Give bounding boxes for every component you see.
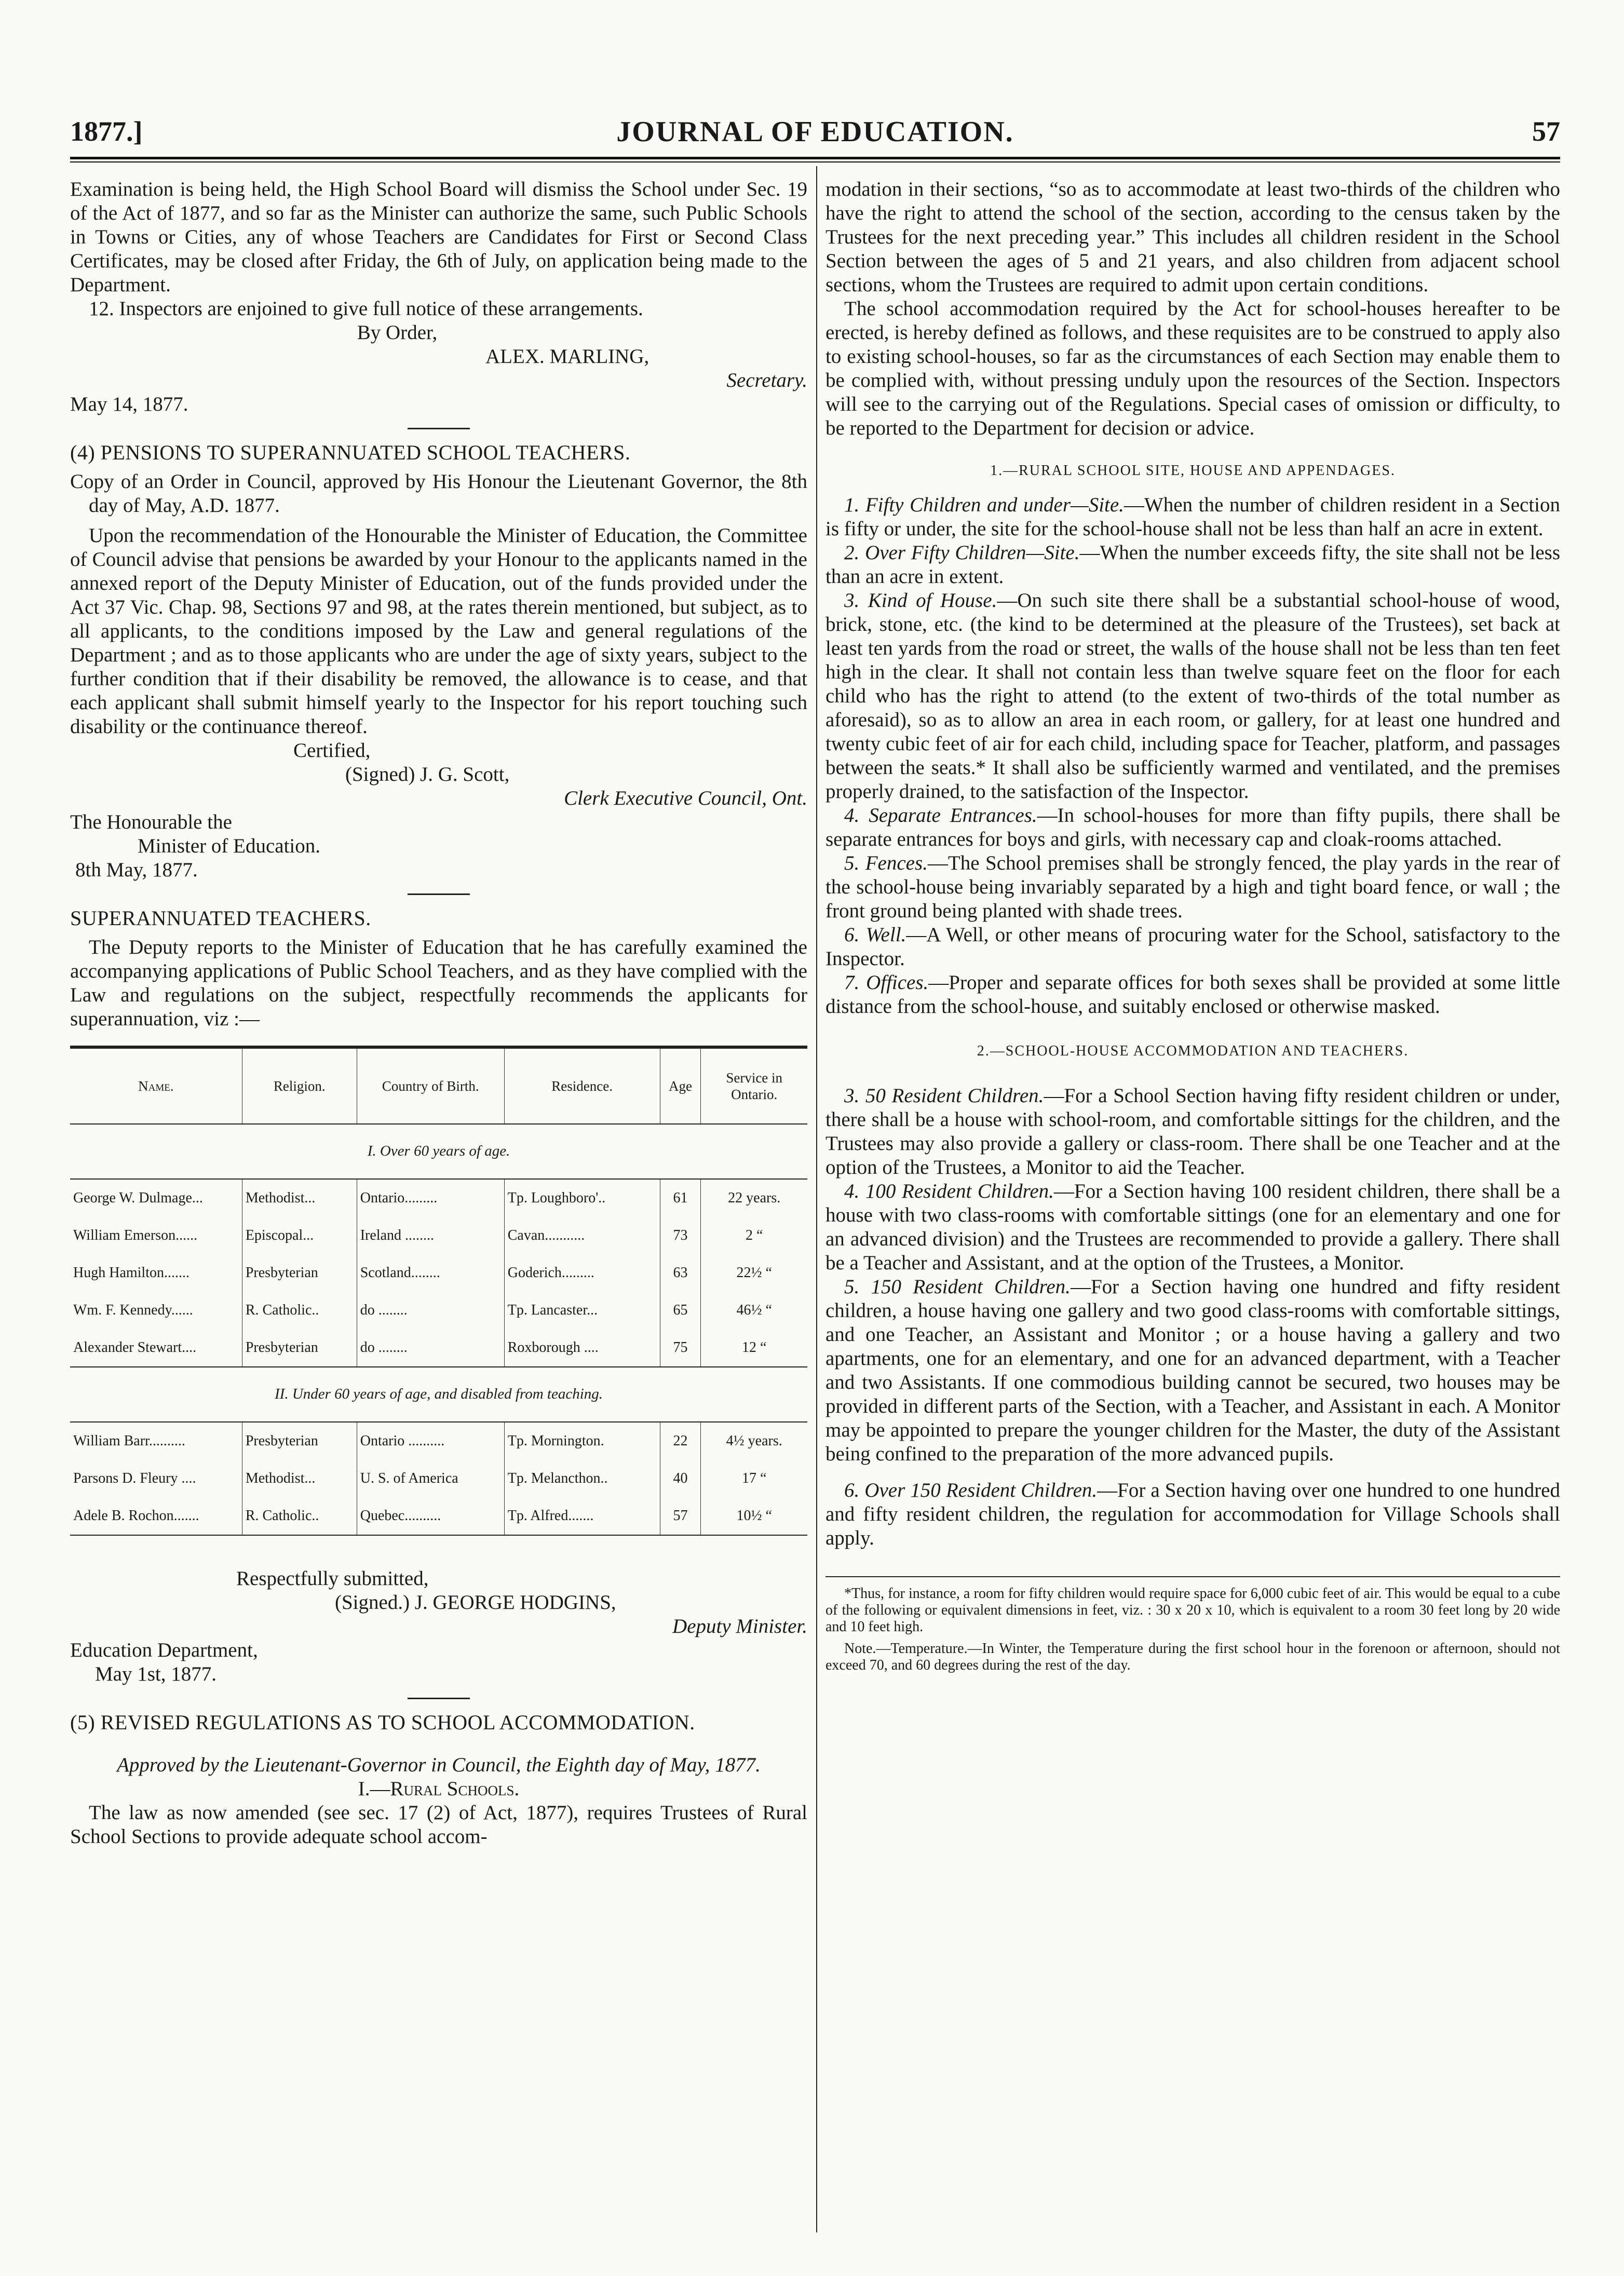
footnote-cubic-feet: *Thus, for instance, a room for fifty children would require space for 6,000 cubic feet of air. This would be equal to a cube of the following or equivalent dimensions in feet, viz. : 30 x 20 x 10, which is equivalent to a room 30 feet long by 20 wide and 10 feet high. xyxy=(825,1586,1560,1635)
cell-name: William Barr.......... xyxy=(73,1433,185,1449)
table-row xyxy=(70,1217,807,1254)
fifty-resident-children xyxy=(825,1084,1560,1180)
cell-service: 22 years. xyxy=(701,1179,807,1217)
section-rule xyxy=(408,1698,470,1699)
superannuated-heading: SUPERANNUATED TEACHERS. xyxy=(70,906,371,930)
well xyxy=(825,923,1560,971)
rule-label: 2. Over Fifty Children—Site. xyxy=(844,541,1080,564)
section-rule xyxy=(408,428,470,429)
rule-text: —When the number of children resident in a Section is fifty or under, the site for the school-house shall not be less than half an acre in extent. xyxy=(825,494,1560,540)
by-order: By Order, xyxy=(357,321,438,344)
cell-name: William Emerson...... xyxy=(73,1227,198,1243)
cell-age: 65 xyxy=(660,1292,701,1329)
cell-religion: R. Catholic.. xyxy=(242,1497,357,1535)
cell-residence: Tp. Alfred....... xyxy=(504,1497,660,1535)
order-in-council: Copy of an Order in Council, approved by His Honour the Lieutenant Governor, the 8th day of May, A.D. 1877. xyxy=(70,470,807,517)
addressee-line-2: Minister of Education. xyxy=(138,835,321,857)
cell-country: Ontario .......... xyxy=(357,1422,504,1460)
header-rule xyxy=(70,157,1560,159)
separate-entrances xyxy=(825,804,1560,851)
date-may-8: 8th May, 1877. xyxy=(75,859,198,881)
rule-label: 3. 50 Resident Children. xyxy=(844,1085,1044,1107)
table-row xyxy=(70,1179,807,1217)
recommendation-paragraph: Upon the recommendation of the Honourable the Minister of Education, the Committee of Council advise that pensions be awarded by your Honour to the applicants named in the annexed report of the Deputy Minister of Education, out of the funds provided under the Act 37 Vic. Chap. 98, Sections 97 and 98, at the rates therein mentioned, but subject, as to all applicants, to the conditions imposed by the Law and general regulations of the Department ; and as to those applicants who are under the age of sixty years, subject to the further condition that if their disability be removed, the allowance is to cease, and that each applicant shall submit himself yearly to the Inspector for his report touching such disability or the continuance thereof. xyxy=(70,524,807,738)
cell-name: Wm. F. Kennedy...... xyxy=(73,1302,193,1318)
certified-label: Certified, xyxy=(293,739,371,762)
cell-name: Parsons D. Fleury .... xyxy=(73,1470,196,1486)
rule-text: —For a Section having 100 resident children, there shall be a house with two class-rooms with comfortable sittings (one for an elementary and one for an advanced division) and the Trustees are recommended to provide a gallery. There shall be a Teacher and Assistant, and at the option of the Trustees, a Monitor. xyxy=(825,1180,1560,1274)
education-department: Education Department, xyxy=(70,1639,258,1661)
cell-country: Ireland ........ xyxy=(357,1217,504,1254)
site-over-fifty xyxy=(825,541,1560,589)
date-may-1: May 1st, 1877. xyxy=(95,1663,216,1685)
date-may-14: May 14, 1877. xyxy=(70,393,188,415)
fences xyxy=(825,851,1560,923)
cell-age: 73 xyxy=(660,1217,701,1254)
cell-religion: Presbyterian xyxy=(242,1329,357,1367)
kind-of-house xyxy=(825,589,1560,804)
cell-age: 75 xyxy=(660,1329,701,1367)
cell-country: Scotland........ xyxy=(357,1254,504,1292)
rule-label: 6. Over 150 Resident Children. xyxy=(844,1479,1098,1501)
signed-scott: (Signed) J. G. Scott, xyxy=(345,763,510,785)
cell-religion: Episcopal... xyxy=(242,1217,357,1254)
rule-text: —In school-houses for more than fifty pupils, there shall be separate entrances for boys and girls, with necessary cap and cloak-rooms attached. xyxy=(825,804,1561,850)
col-name: Name. xyxy=(70,1047,242,1124)
item-12: 12. Inspectors are enjoined to give full notice of these arrangements. xyxy=(89,297,643,320)
footnote-rule xyxy=(825,1576,1560,1577)
col-service: Service in Ontario. xyxy=(701,1047,807,1124)
intro-paragraph: Examination is being held, the High School Board will dismiss the School under Sec. 19 of the Act of 1877, and so far as the Minister can authorize the same, such Public Schools in Towns or Cities, any of whose Teachers are Candidates for First or Second Class Certificates, may be closed after Friday, the 6th of July, on application being made to the Department. xyxy=(70,178,807,296)
column-divider xyxy=(816,166,817,2232)
table-row xyxy=(70,1292,807,1329)
rule-label: 5. Fences. xyxy=(844,852,928,874)
journal-title: JOURNAL OF EDUCATION. xyxy=(616,116,1014,148)
cell-residence: Cavan........... xyxy=(504,1217,660,1254)
table-row xyxy=(70,1254,807,1292)
footnote-temperature: Note.—Temperature.—In Winter, the Temperature during the first school hour in the forenoon or afternoon, should not exceed 70, and 60 degrees during the rest of the day. xyxy=(825,1641,1560,1673)
law-paragraph: The law as now amended (see sec. 17 (2) of Act, 1877), requires Trustees of Rural School Sections to provide adequate school accom- xyxy=(70,1801,807,1848)
cell-religion: Methodist... xyxy=(242,1179,357,1217)
col-age: Age xyxy=(660,1047,701,1124)
superannuation-table xyxy=(70,1046,807,1536)
section-1-heading: 1.—RURAL SCHOOL SITE, HOUSE AND APPENDAGES. xyxy=(990,463,1396,479)
hodgins-title: Deputy Minister. xyxy=(672,1615,807,1637)
col-residence: Residence. xyxy=(504,1047,660,1124)
cell-religion: Methodist... xyxy=(242,1460,357,1497)
rule-label: 1. Fifty Children and under—Site. xyxy=(844,494,1124,516)
rule-label: 7. Offices. xyxy=(844,971,929,994)
page-header xyxy=(70,115,1560,162)
cell-service: 4½ years. xyxy=(701,1422,807,1460)
rule-label: 4. Separate Entrances. xyxy=(844,804,1037,827)
table-row xyxy=(70,1329,807,1367)
header-rule-thin xyxy=(70,161,1560,162)
requirements-paragraph: The school accommodation required by the Act for school-houses hereafter to be erected, is hereby defined as follows, and these requisites are to be construed to apply also to existing school-houses, so far as the circumstances of each Section may enable them to be complied with, without pressing unduly upon the resources of the Section. Inspectors will see to the carrying out of the Regulations. Special cases of omission or difficulty, to be reported to the Department for decision or advice. xyxy=(825,297,1560,439)
table-row xyxy=(70,1497,807,1535)
site-fifty-under xyxy=(825,493,1560,541)
cell-name: Hugh Hamilton....... xyxy=(73,1265,190,1281)
rule-text: —For a Section having over one hundred to one hundred and fifty resident children, the regulation for accommodation for Village Schools shall apply. xyxy=(825,1479,1560,1549)
cell-age: 63 xyxy=(660,1254,701,1292)
cell-service: 46½ “ xyxy=(701,1292,807,1329)
cell-religion: Presbyterian xyxy=(242,1422,357,1460)
revised-regulations-heading: (5) REVISED REGULATIONS AS TO SCHOOL ACCOMMODATION. xyxy=(70,1711,695,1734)
hundred-fifty-resident-children xyxy=(825,1275,1560,1466)
cell-service: 22½ “ xyxy=(701,1254,807,1292)
rule-text: —When the number exceeds fifty, the site shall not be less than an acre in extent. xyxy=(825,541,1561,588)
pensions-heading: (4) PENSIONS TO SUPERANNUATED SCHOOL TEACHERS. xyxy=(70,441,631,464)
addressee-line-1: The Honourable the xyxy=(70,811,232,833)
hundred-resident-children xyxy=(825,1180,1560,1275)
accommodation-paragraph: modation in their sections, “so as to accommodate at least two-thirds of the children who have the right to attend the school of the section, according to the census taken by the Trustees for the next preceding year.” This includes all children resident in the School Section between the ages of 5 and 21 years, and also children from adjacent school sections, whom the Trustees are required to admit upon certain conditions. xyxy=(825,178,1560,296)
rule-label: 4. 100 Resident Children. xyxy=(844,1180,1054,1202)
col-religion: Religion. xyxy=(242,1047,357,1124)
col-country: Country of Birth. xyxy=(357,1047,504,1124)
cell-country: do ........ xyxy=(357,1329,504,1367)
rural-schools-heading: I.—Rural Schools. xyxy=(358,1778,520,1800)
cell-age: 22 xyxy=(660,1422,701,1460)
cell-service: 2 “ xyxy=(701,1217,807,1254)
rule-text: —Proper and separate offices for both sexes shall be provided at some little distance from the school-house, and suitably enclosed or otherwise masked. xyxy=(825,971,1560,1018)
rule-text: —The School premises shall be strongly fenced, the play yards in the rear of the school-house being invariably separated by a high and tight board fence, or wall ; the front ground being planted with shade trees. xyxy=(825,852,1560,922)
cell-age: 61 xyxy=(660,1179,701,1217)
page-number: 57 xyxy=(1532,116,1560,147)
approved-note: Approved by the Lieutenant-Governor in Council, the Eighth day of May, 1877. xyxy=(117,1754,761,1776)
cell-age: 40 xyxy=(660,1460,701,1497)
cell-country: Quebec.......... xyxy=(357,1497,504,1535)
group-over-60: I. Over 60 years of age. xyxy=(70,1124,807,1179)
cell-service: 17 “ xyxy=(701,1460,807,1497)
signer-title: Secretary. xyxy=(726,369,807,391)
section-2-heading: 2.—SCHOOL-HOUSE ACCOMMODATION AND TEACHERS. xyxy=(977,1043,1409,1059)
cell-age: 57 xyxy=(660,1497,701,1535)
rule-text: —On such site there shall be a substantial school-house of wood, brick, stone, etc. (the kind to be determined at the pleasure of the Trustees), set back at least ten yards from the road or street, the walls of the house shall not be less than ten feet high in the clear. It shall not contain less than twelve square feet on the floor for each child who has the right to attend (to the extent of two-thirds of the total number as aforesaid), so as to allow an area in each room, or gallery, for at least one hundred and twenty cubic feet of air for each child, including space for Teacher, platform, and passages between the seats.* It shall also be sufficiently warmed and ventilated, and the premises properly drained, to the satisfaction of the Inspector. xyxy=(825,589,1561,803)
cell-country: do ........ xyxy=(357,1292,504,1329)
cell-name: George W. Dulmage... xyxy=(73,1190,203,1206)
signed-hodgins: (Signed.) J. GEORGE HODGINS, xyxy=(335,1591,616,1614)
left-column xyxy=(70,178,807,1849)
deputy-report: The Deputy reports to the Minister of Education that he has carefully examined the accompanying applications of Public School Teachers, and as they have complied with the Law and regulations on the subject, respectfully recommends the applicants for superannuation, viz :— xyxy=(70,936,807,1030)
cell-religion: Presbyterian xyxy=(242,1254,357,1292)
table-row xyxy=(70,1460,807,1497)
group-under-60: II. Under 60 years of age, and disabled from teaching. xyxy=(70,1367,807,1422)
scott-title: Clerk Executive Council, Ont. xyxy=(564,787,807,809)
section-rule xyxy=(408,893,470,895)
right-column xyxy=(825,178,1560,1674)
offices xyxy=(825,971,1560,1019)
over-hundred-fifty-children xyxy=(825,1479,1560,1550)
cell-name: Alexander Stewart.... xyxy=(70,1329,242,1367)
cell-name: Adele B. Rochon....... xyxy=(70,1497,242,1535)
rule-label: 6. Well. xyxy=(844,924,906,946)
rule-label: 5. 150 Resident Children. xyxy=(844,1276,1071,1298)
cell-service: 10½ “ xyxy=(701,1497,807,1535)
table-row xyxy=(70,1422,807,1460)
rule-text: —For a Section having one hundred and fifty resident children, a house having one gallery and two good class-rooms with comfortable sittings, and one Teacher, an Assistant and Monitor ; or a house having a gallery and two apartments, one for an elementary, and one for an advanced department, with a Teacher and two Assistants. If one commodious building cannot be secured, two houses may be provided in different parts of the Section, with a Teacher, and Assistant in each. A Monitor may be appointed to prepare the younger children for the Master, the duty of the Assistant being confined to the preparation of the more advanced pupils. xyxy=(825,1276,1561,1465)
cell-country: U. S. of America xyxy=(357,1460,504,1497)
cell-residence: Tp. Mornington. xyxy=(504,1422,660,1460)
cell-residence: Tp. Melancthon.. xyxy=(504,1460,660,1497)
cell-residence: Goderich......... xyxy=(504,1254,660,1292)
rule-text: —For a School Section having fifty resident children or under, there shall be a house with school-room, and comfortable sittings for the children, and the Trustees may also provide a gallery or class-room. There shall be one Teacher and at the option of the Trustees, a Monitor to aid the Teacher. xyxy=(825,1085,1560,1178)
cell-residence: Roxborough .... xyxy=(504,1329,660,1367)
rule-label: 3. Kind of House. xyxy=(844,589,997,612)
cell-residence: Tp. Lancaster... xyxy=(504,1292,660,1329)
cell-religion: R. Catholic.. xyxy=(242,1292,357,1329)
cell-residence: Tp. Loughboro'.. xyxy=(504,1179,660,1217)
cell-country: Ontario......... xyxy=(357,1179,504,1217)
rule-text: —A Well, or other means of procuring water for the School, satisfactory to the Inspector. xyxy=(825,924,1560,970)
respectfully-submitted: Respectfully submitted, xyxy=(236,1567,429,1590)
cell-service: 12 “ xyxy=(701,1329,807,1367)
signer-name: ALEX. MARLING, xyxy=(485,345,649,368)
year-label: 1877.] xyxy=(70,116,143,147)
